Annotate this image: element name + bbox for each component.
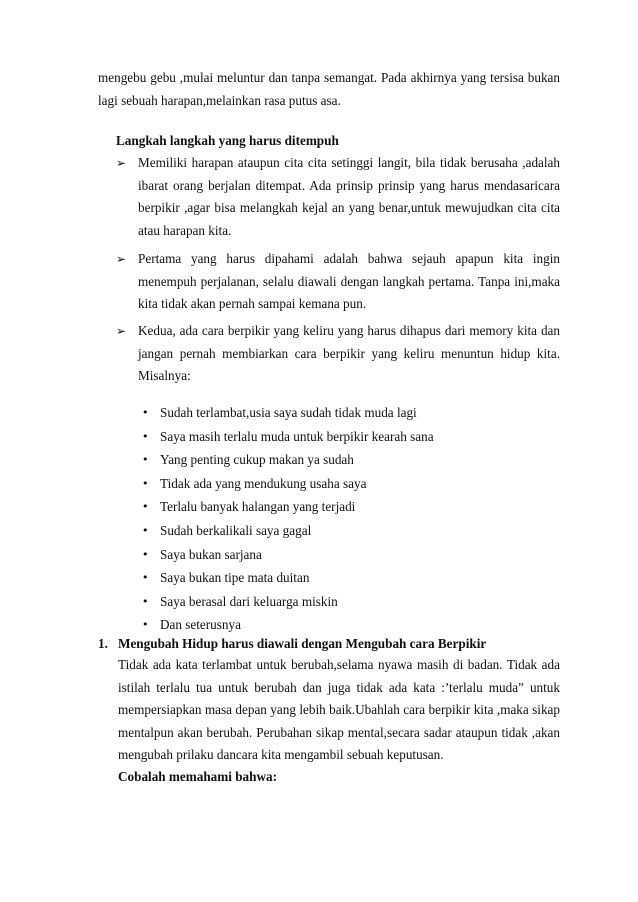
list-item-text: Sudah terlambat,usia saya sudah tidak muda lagi bbox=[160, 405, 417, 420]
arrow-bullet-icon: ➢ bbox=[116, 156, 127, 170]
list-item bbox=[142, 401, 542, 425]
steps-heading: Langkah langkah yang harus ditempuh bbox=[116, 133, 339, 148]
section-heading: Mengubah Hidup harus diawali dengan Mengubah cara Berpikir bbox=[118, 636, 487, 651]
arrow-bullet-icon: ➢ bbox=[116, 324, 127, 338]
list-item-text: Saya masih terlalu muda untuk berpikir kearah sana bbox=[160, 428, 434, 444]
bullet-dot-icon: • bbox=[142, 547, 149, 561]
section-subheading: Cobalah memahami bahwa: bbox=[118, 769, 277, 784]
bullet-dot-icon: • bbox=[142, 476, 149, 490]
list-item-text: Dan seterusnya bbox=[160, 617, 241, 633]
bullet-dot-icon: • bbox=[142, 429, 149, 443]
section-number: 1. bbox=[98, 636, 108, 651]
list-item-text: Saya berasal dari keluarga miskin bbox=[160, 593, 338, 609]
list-item bbox=[142, 519, 542, 543]
list-item bbox=[142, 472, 542, 496]
list-item-text: Saya bukan sarjana bbox=[160, 546, 262, 562]
step-item-text: Pertama yang harus dipahami adalah bahwa sejauh apapun kita ingin menempuh perjalanan, selalu diawali dengan langkah pertama. Tanpa ini,maka kita tidak akan pernah sampai kemana pun. bbox=[138, 251, 560, 311]
list-item bbox=[142, 448, 542, 472]
bullet-dot-icon: • bbox=[142, 618, 149, 632]
section-body: Tidak ada kata terlambat untuk berubah,selama nyawa masih di badan. Tidak ada istilah terlalu tua untuk berubah dan juga tidak ada kata :’terlalu muda” untuk mempersiapkan masa depan yang lebih baik.Ubahlah cara berpikir kita ,maka sikap mentalpun akan berubah. Perubahan sikap mental,secara sadar ataupun tidak ,akan mengubah prilaku dancara kita mengambil sebuah keputusan. bbox=[118, 657, 560, 763]
arrow-bullet-icon: ➢ bbox=[116, 252, 127, 266]
step-item-text: Kedua, ada cara berpikir yang keliru yang harus dihapus dari memory kita dan jangan pernah membiarkan cara berpikir yang keliru menuntun hidup kita. Misalnya: bbox=[138, 323, 560, 383]
bullet-dot-icon: • bbox=[142, 571, 149, 585]
list-item-text: Sudah berkalikali saya gagal bbox=[160, 522, 312, 538]
list-item bbox=[142, 543, 542, 567]
examples-list bbox=[142, 401, 542, 637]
list-item-text: Saya bukan tipe mata duitan bbox=[160, 570, 310, 586]
step-item-text: Memiliki harapan ataupun cita cita setinggi langit, bila tidak berusaha ,adalah ibarat orang berjalan ditempat. Ada prinsip prinsip yang harus mendasaricara berpikir ,agar bisa melangkah kejal an yang benar,untuk mewujudkan cita cita atau harapan kita. bbox=[138, 155, 560, 238]
list-item bbox=[142, 495, 542, 519]
bullet-dot-icon: • bbox=[142, 594, 149, 608]
list-item bbox=[142, 425, 542, 449]
list-item bbox=[142, 590, 542, 614]
bullet-dot-icon: • bbox=[142, 453, 149, 467]
bullet-dot-icon: • bbox=[142, 406, 149, 419]
intro-paragraph: mengebu gebu ,mulai meluntur dan tanpa semangat. Pada akhirnya yang tersisa bukan lagi sebuah harapan,melainkan rasa putus asa. bbox=[98, 70, 560, 108]
bullet-dot-icon: • bbox=[142, 500, 149, 514]
list-item-text: Tidak ada yang mendukung usaha saya bbox=[160, 475, 367, 491]
list-item-text: Yang penting cukup makan ya sudah bbox=[160, 452, 354, 468]
bullet-dot-icon: • bbox=[142, 523, 149, 537]
list-item-text: Terlalu banyak halangan yang terjadi bbox=[160, 499, 356, 515]
list-item bbox=[142, 566, 542, 590]
